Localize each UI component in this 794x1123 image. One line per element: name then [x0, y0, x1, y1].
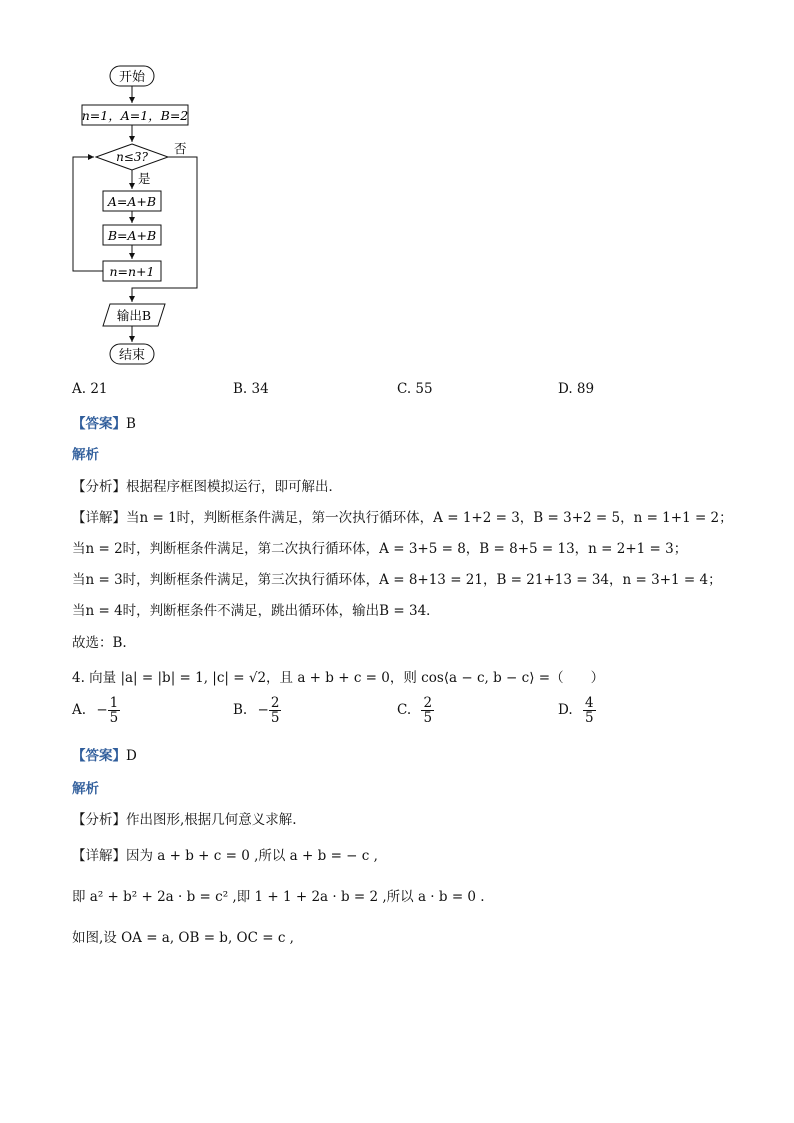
flowchart — [60, 60, 220, 380]
analysis-tag: 解析 — [72, 781, 99, 797]
fenxi-text: 作出图形,根据几何意义求解. — [126, 812, 297, 828]
loop-back-line — [73, 157, 103, 271]
numerator: 2 — [423, 695, 433, 711]
option-label: B. — [233, 702, 248, 719]
q3-detail-1 — [72, 506, 733, 526]
option-sign: − — [96, 702, 108, 719]
answer-tag: 【答案】 — [72, 416, 126, 432]
q3-option-b: B. 34 — [233, 381, 269, 397]
q3-option-a: A. 21 — [72, 381, 108, 397]
q3-fenxi — [72, 475, 342, 495]
q3-detail-3: 当n = 3时，判断框条件满足，第三次执行循环体，A = 8+13 = 21，B = 21+13 = 34，n = 3+1 = 4； — [72, 572, 722, 588]
output-label: 输出B — [116, 308, 152, 323]
step2-label: B=A+B — [107, 228, 157, 243]
fenxi-text: 根据程序框图模拟运行，即可解出． — [126, 479, 342, 495]
option-label: D. — [558, 702, 573, 719]
q4-option-d — [558, 696, 596, 725]
step1-label: A=A+B — [107, 194, 157, 209]
answer-value: D — [126, 748, 137, 764]
q4-answer — [72, 744, 137, 764]
numerator: 2 — [270, 695, 280, 711]
q4-detail-2: 即 a² + b² + 2a · b = c² ,即 1 + 1 + 2a · b = 2 ,所以 a · b = 0 . — [72, 889, 485, 905]
q3-choose: 故选：B. — [72, 635, 127, 651]
answer-value: B — [126, 416, 136, 432]
end-label: 结束 — [118, 348, 146, 363]
detail-tag: 【详解】 — [72, 848, 126, 864]
detail-text: 因为 a + b + c = 0 ,所以 a + b = − c , — [126, 848, 378, 864]
numerator: 1 — [109, 695, 119, 711]
option-label: C. — [397, 702, 412, 719]
option-fraction — [583, 696, 596, 725]
step3-label: n=n+1 — [109, 264, 155, 279]
q3-answer — [72, 412, 136, 432]
detail-line: 当n = 1时，判断框条件满足，第一次执行循环体，A = 1+2 = 3，B = 3+2 = 5，n = 1+1 = 2； — [126, 510, 733, 526]
q4-detail-3: 如图,设 OA = a, OB = b, OC = c , — [72, 930, 294, 946]
decision-label: n≤3? — [116, 150, 148, 164]
denominator: 5 — [270, 710, 280, 727]
q4-option-b — [233, 696, 281, 725]
q4-stem: 4. 向量 |a| = |b| = 1, |c| = √2，且 a + b + c = 0，则 cos⟨a − c, b − c⟩ =（ ） — [72, 670, 605, 686]
option-fraction — [421, 696, 434, 725]
q3-detail-4: 当n = 4时，判断框条件不满足，跳出循环体，输出B = 34． — [72, 603, 440, 619]
q3-detail-2: 当n = 2时，判断框条件满足，第二次执行循环体，A = 3+5 = 8，B = 8+5 = 13，n = 2+1 = 3； — [72, 541, 688, 557]
no-label: 否 — [174, 141, 187, 156]
denominator: 5 — [584, 710, 594, 727]
option-sign: − — [257, 702, 269, 719]
q3-option-d: D. 89 — [558, 381, 595, 397]
analysis-tag: 解析 — [72, 447, 99, 463]
fenxi-tag: 【分析】 — [72, 479, 126, 495]
q4-fenxi — [72, 808, 297, 828]
q4-option-a — [72, 696, 120, 725]
start-label: 开始 — [118, 70, 146, 85]
yes-label: 是 — [138, 171, 151, 186]
q3-analysis-heading — [72, 443, 99, 463]
option-fraction — [269, 696, 282, 725]
q4-detail-1 — [72, 844, 378, 864]
detail-tag: 【详解】 — [72, 510, 126, 526]
init-label: n=1，A=1，B=2 — [81, 108, 189, 123]
numerator: 4 — [584, 695, 594, 711]
option-fraction — [108, 696, 121, 725]
q4-analysis-heading — [72, 777, 99, 797]
option-label: A. — [72, 702, 87, 719]
q4-option-c — [397, 696, 434, 725]
q3-option-c: C. 55 — [397, 381, 433, 397]
denominator: 5 — [109, 710, 119, 727]
fenxi-tag: 【分析】 — [72, 812, 126, 828]
answer-tag: 【答案】 — [72, 748, 126, 764]
denominator: 5 — [423, 710, 433, 727]
